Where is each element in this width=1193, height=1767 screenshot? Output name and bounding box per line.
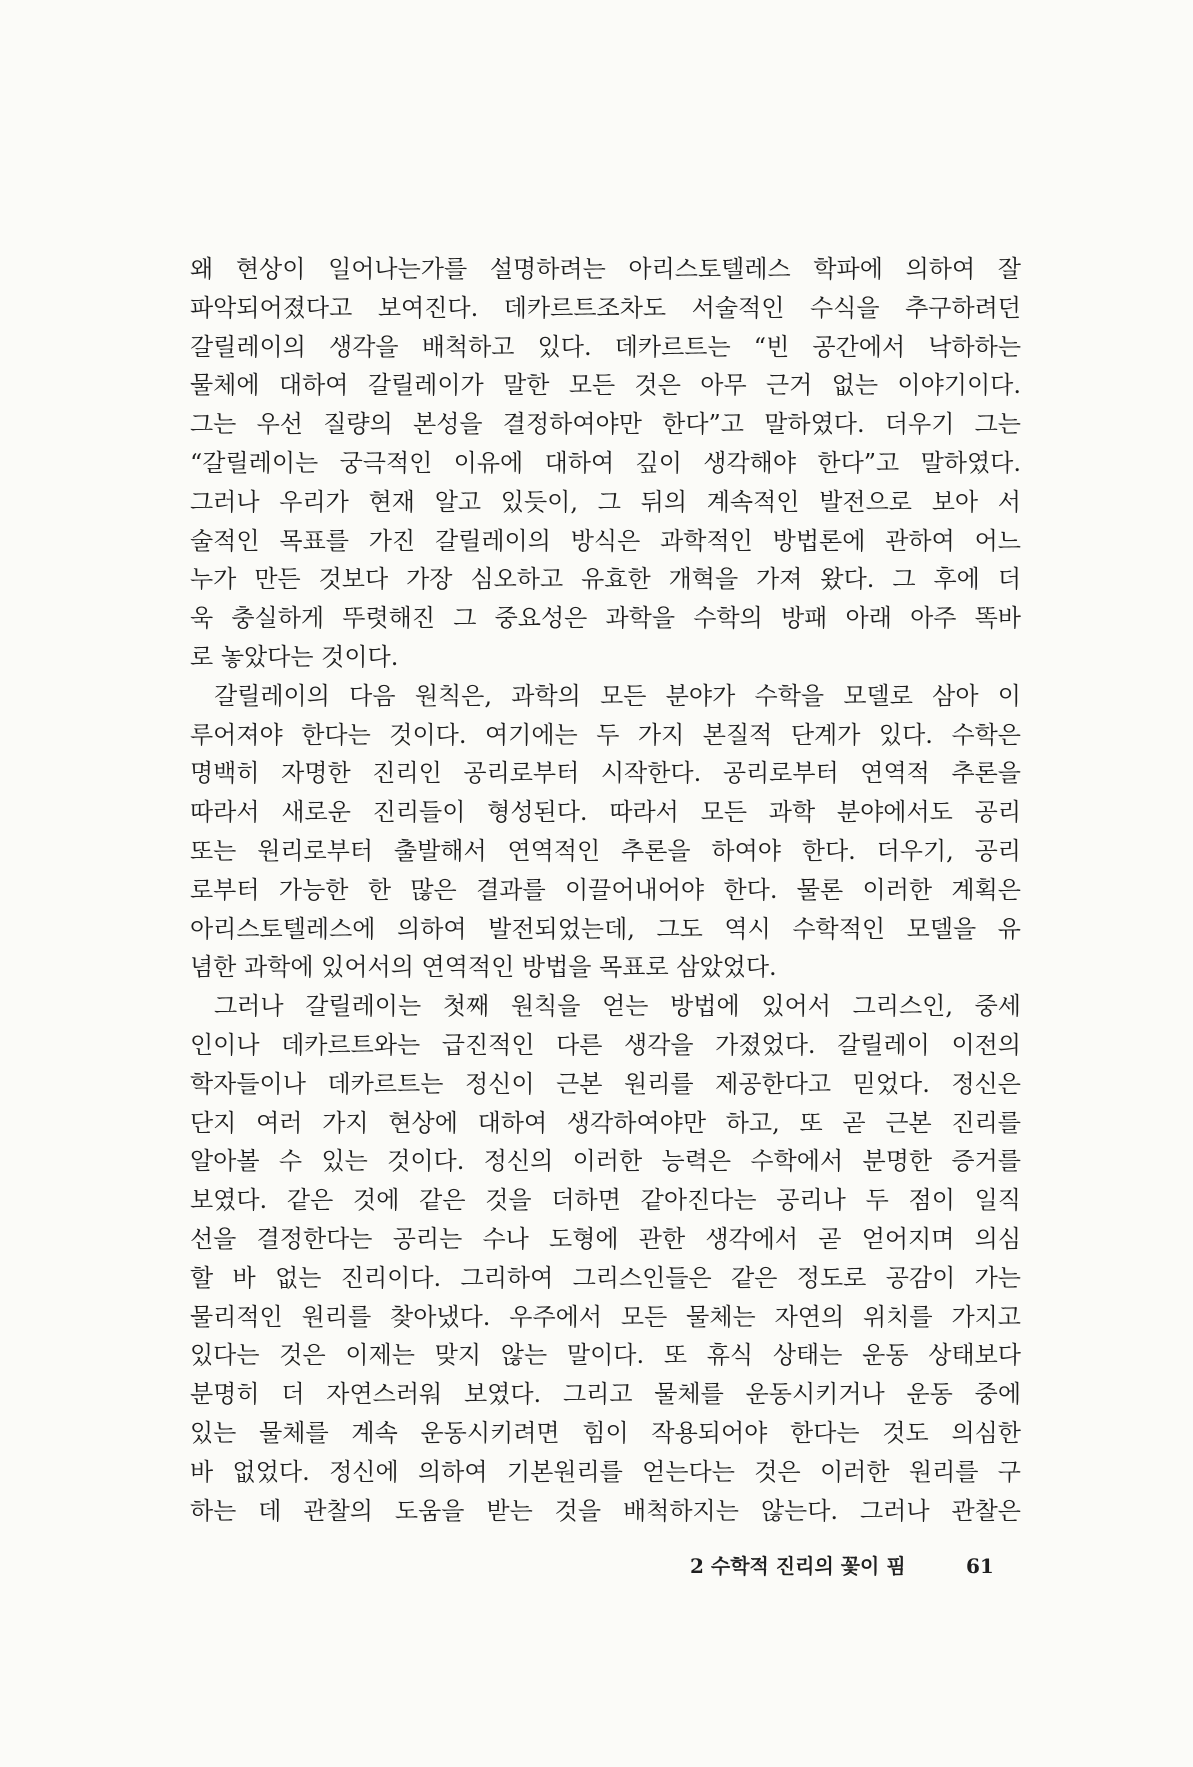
text-line: “갈릴레이는 궁극적인 이유에 대하여 깊이 생각해야 한다”고 말하였다. (190, 448, 1021, 477)
text-line: 그러나 갈릴레이는 첫째 원칙을 얻는 방법에 있어서 그리스인, 중세 (214, 992, 1021, 1021)
text-line: 할 바 없는 진리이다. 그리하여 그리스인들은 같은 정도로 공감이 가는 (190, 1263, 1021, 1292)
text-line: 인이나 데카르트와는 급진적인 다른 생각을 가졌었다. 갈릴레이 이전의 (190, 1030, 1021, 1059)
text-line: 명백히 자명한 진리인 공리로부터 시작한다. 공리로부터 연역적 추론을 (190, 759, 1021, 788)
text-line: 그는 우선 질량의 본성을 결정하여야만 한다”고 말하였다. 더우기 그는 (190, 410, 1021, 439)
text-line: 그러나 우리가 현재 알고 있듯이, 그 뒤의 계속적인 발전으로 보아 서 (190, 487, 1021, 516)
page-number: 61 (966, 1554, 994, 1578)
text-line: 학자들이나 데카르트는 정신이 근본 원리를 제공한다고 믿었다. 정신은 (190, 1069, 1021, 1098)
text-line: 루어져야 한다는 것이다. 여기에는 두 가지 본질적 단계가 있다. 수학은 (190, 720, 1021, 749)
text-line: 물리적인 원리를 찾아냈다. 우주에서 모든 물체는 자연의 위치를 가지고 (190, 1302, 1021, 1331)
text-line: 술적인 목표를 가진 갈릴레이의 방식은 과학적인 방법론에 관하여 어느 (190, 526, 1021, 555)
text-line: 따라서 새로운 진리들이 형성된다. 따라서 모든 과학 분야에서도 공리 (190, 798, 1021, 827)
text-line: 누가 만든 것보다 가장 심오하고 유효한 개혁을 가져 왔다. 그 후에 더 (190, 565, 1021, 594)
text-line: 보였다. 같은 것에 같은 것을 더하면 같아진다는 공리나 두 점이 일직 (190, 1186, 1021, 1215)
text-line: 선을 결정한다는 공리는 수나 도형에 관한 생각에서 곧 얻어지며 의심 (190, 1224, 1021, 1253)
text-line: 하는 데 관찰의 도움을 받는 것을 배척하지는 않는다. 그러나 관찰은 (190, 1496, 1021, 1525)
text-line: 아리스토텔레스에 의하여 발전되었는데, 그도 역시 수학적인 모델을 유 (190, 914, 1021, 943)
text-line: 바 없었다. 정신에 의하여 기본원리를 얻는다는 것은 이러한 원리를 구 (190, 1457, 1021, 1486)
text-line: 알아볼 수 있는 것이다. 정신의 이러한 능력은 수학에서 분명한 증거를 (190, 1147, 1021, 1176)
paragraph-continued (190, 250, 1021, 677)
paragraph (190, 677, 1021, 987)
text-line: 분명히 더 자연스러워 보였다. 그리고 물체를 운동시키거나 운동 중에 (190, 1380, 1021, 1409)
text-line: 갈릴레이의 다음 원칙은, 과학의 모든 분야가 수학을 모델로 삼아 이 (214, 681, 1021, 710)
text-line: 파악되어졌다고 보여진다. 데카르트조차도 서술적인 수식을 추구하려던 (190, 293, 1021, 322)
text-line: 단지 여러 가지 현상에 대하여 생각하여야만 하고, 또 곧 근본 진리를 (190, 1108, 1021, 1137)
text-line: 물체에 대하여 갈릴레이가 말한 모든 것은 아무 근거 없는 이야기이다. (190, 371, 1021, 400)
text-line: 로부터 가능한 한 많은 결과를 이끌어내어야 한다. 물론 이러한 계획은 (190, 875, 1021, 904)
text-line: 왜 현상이 일어나는가를 설명하려는 아리스토텔레스 학파에 의하여 잘 (190, 255, 1021, 283)
text-line: 갈릴레이의 생각을 배척하고 있다. 데카르트는 “빈 공간에서 낙하하는 (190, 332, 1021, 361)
text-line: 로 놓았다는 것이다. (190, 642, 399, 671)
paragraph (190, 987, 1021, 1530)
body-text (190, 250, 1021, 1530)
text-line: 또는 원리로부터 출발해서 연역적인 추론을 하여야 한다. 더우기, 공리 (190, 836, 1021, 865)
text-line: 욱 충실하게 뚜렷해진 그 중요성은 과학을 수학의 방패 아래 아주 똑바 (190, 604, 1021, 633)
text-line: 있는 물체를 계속 운동시키려면 힘이 작용되어야 한다는 것도 의심한 (190, 1418, 1021, 1447)
text-line: 있다는 것은 이제는 맞지 않는 말이다. 또 휴식 상태는 운동 상태보다 (190, 1341, 1021, 1370)
running-head: 2 수학적 진리의 꽃이 핌 (690, 1554, 906, 1578)
text-line: 념한 과학에 있어서의 연역적인 방법을 목표로 삼았었다. (190, 953, 777, 982)
